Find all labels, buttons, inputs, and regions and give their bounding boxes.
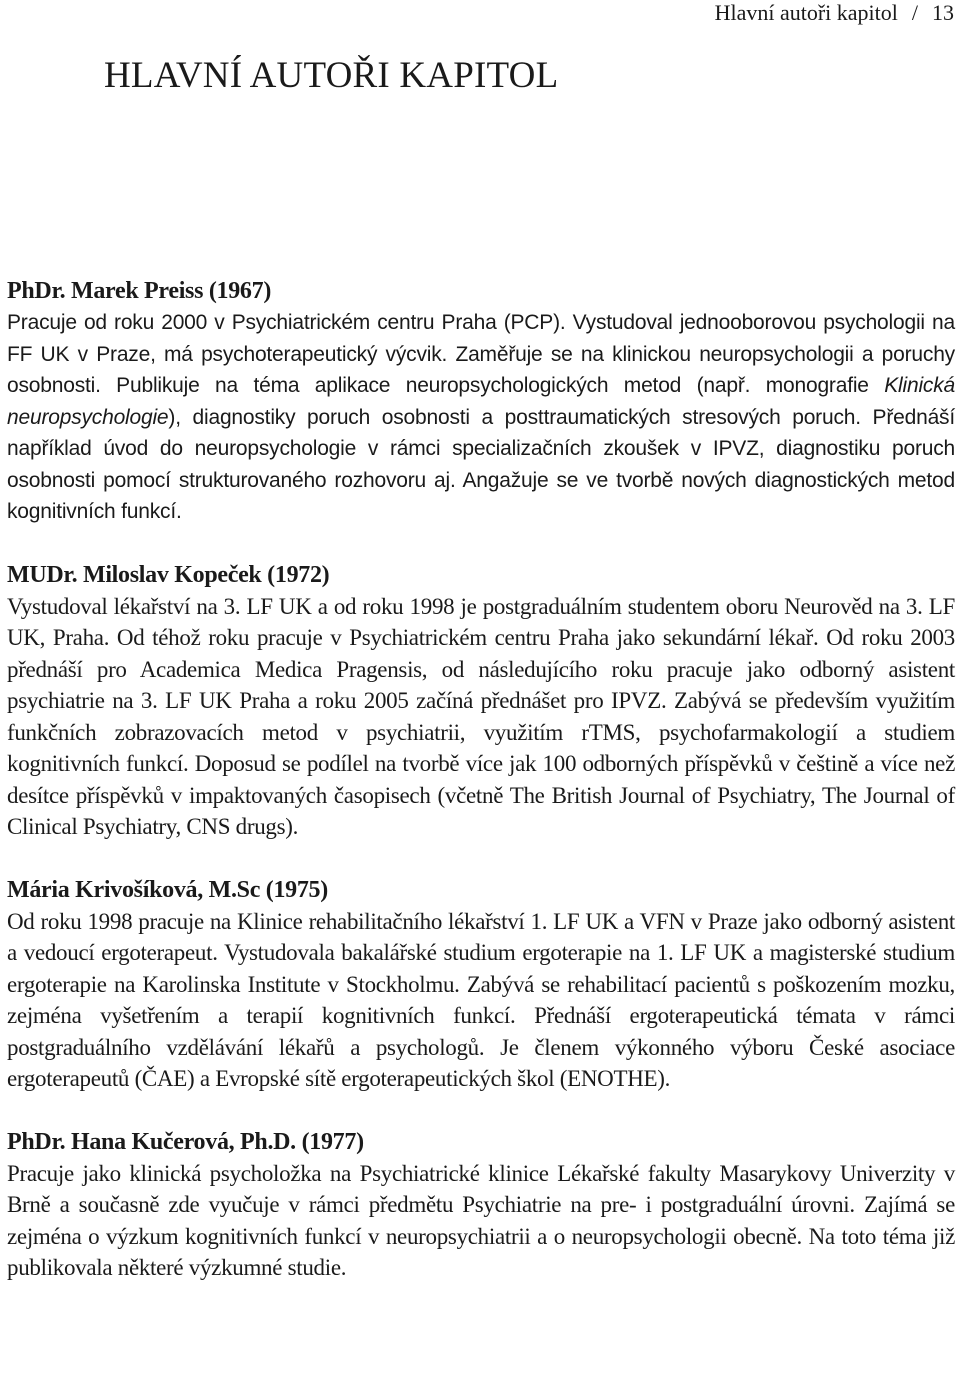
page-number: 13 (932, 0, 954, 25)
author-name: PhDr. Hana Kučerová, Ph.D. (1977) (7, 1128, 364, 1155)
author-entry-kopecek (7, 560, 955, 843)
author-entry-krivosikova (7, 875, 955, 1095)
author-bio-text: Pracuje od roku 2000 v Psychiatrickém centru Praha (PCP). Vystudoval jednooborovou psychologii na FF UK v Praze, má psychoterapeutický výcvik. Zaměřuje se na klinickou neuropsychologii a poruchy osobnosti. Publikuje na téma aplikace neuropsychologických metod (např. monografie (7, 311, 955, 397)
book-title: Klinická neuropsychologie (7, 374, 955, 429)
author-bio: Vystudoval lékařství na 3. LF UK a od roku 1998 je postgraduálním studentem oboru Neurověd na 3. LF UK, Praha. Od téhož roku pracuje v Psychiatrickém centru Praha jako sekundární lékař. Od roku 2003 přednáší pro Academica Medica Pragensis, od následujícího roku pracuje jako odborný asistent psychiatrie na 3. LF UK Praha a roku 2005 začíná přednášet pro IPVZ. Zabývá se především využitím funkčních zobrazovacích metod v psychiatrii, využitím rTMS, psychofarmakologií a studiem kognitivních funkcí. Doposud se podílel na tvorbě více jak 100 odborných příspěvků v češtině a více než desítce příspěvků v impaktovaných časopisech (včetně The British Journal of Psychiatry, The Journal of Clinical Psychiatry, CNS drugs). (7, 593, 955, 839)
author-name: Mária Krivošíková, M.Sc (1975) (7, 876, 328, 903)
running-title: Hlavní autoři kapitol (714, 0, 898, 25)
chapter-title: HLAVNÍ AUTOŘI KAPITOL (104, 55, 559, 96)
header-separator: / (911, 0, 918, 25)
author-name: PhDr. Marek Preiss (1967) (7, 278, 272, 304)
author-bio: Od roku 1998 pracuje na Klinice rehabilitačního lékařství 1. LF UK a VFN v Praze jako odborný asistent a vedoucí ergoterapeut. Vystudovala bakalářské studium ergoterapie na 1. LF UK a magisterské studium ergoterapie na Karolinska Institute v Stockholmu. Zabývá se rehabilitací pacientů s poškozením mozku, zejména vyšetřením a terapií kognitivních funkcí. Přednáší ergoterapeutická témata v rámci postgraduálního vzdělávání lékařů a psychologů. Je členem výkonného výboru České asociace ergoterapeutů (ČAE) a Evropské sítě ergoterapeutických škol (ENOTHE). (7, 908, 955, 1091)
author-entry-kucerova (7, 1127, 955, 1284)
author-bio: Pracuje jako klinická psycholožka na Psychiatrické klinice Lékařské fakulty Masarykovy Univerzity v Brně a současně zde vyučuje v rámci předmětu Psychiatrie na pre- i postgraduální úrovni. Zajímá se zejména o výzkum kognitivních funkcí v neuropsychiatrii a o neuropsychologii obecně. Na toto téma již publikovala některé výzkumné studie. (7, 1160, 955, 1280)
author-bio-text: ), diagnostiky poruch osobnosti a posttraumatických stresových poruch. Přednáší například úvod do neuropsychologie v rámci specializačních zkoušek v IPVZ, diagnostiku poruch osobnosti pomocí strukturovaného rozhovoru aj. Angažuje se ve tvorbě nových diagnostických metod kognitivních funkcí. (7, 405, 955, 523)
author-name: MUDr. Miloslav Kopeček (1972) (7, 561, 330, 588)
running-header (715, 0, 954, 26)
author-list (7, 276, 955, 1316)
author-entry-preiss (7, 276, 955, 528)
author-bio (7, 307, 955, 528)
